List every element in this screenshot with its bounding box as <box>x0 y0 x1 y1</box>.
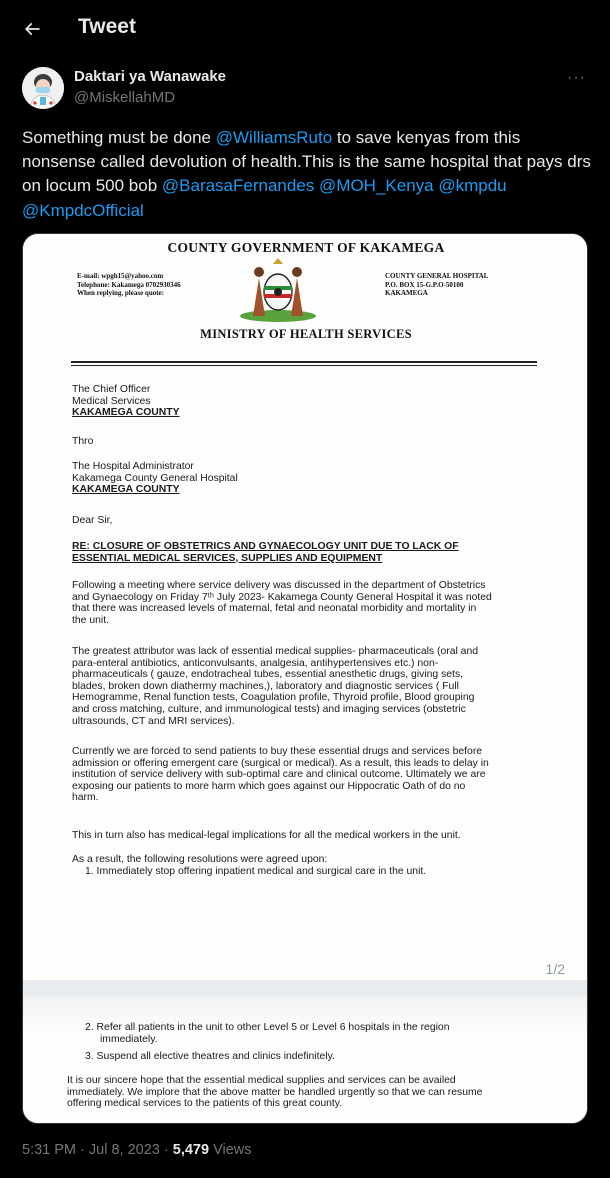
admin-line: Kakamega County General Hospital <box>72 472 238 484</box>
page-separator <box>23 980 588 996</box>
views-count: 5,479 <box>172 1142 210 1158</box>
paragraph-line: blades, broken down diathermy machines,), laboratory and diagnostic services ( Full <box>72 680 459 692</box>
paragraph-line: harm. <box>72 792 99 804</box>
document-paragraph-1 <box>72 580 547 626</box>
document-county-heading: COUNTY GOVERNMENT OF KAKAMEGA <box>167 240 445 255</box>
paragraph-line: Hemogramme, Renal function tests, Coagulation profile, Thyroid profile, Blood grouping <box>72 692 475 704</box>
more-options-icon[interactable]: ··· <box>567 69 586 86</box>
document-paragraph-4: This in turn also has medical-legal implications for all the medical workers in the unit. <box>72 830 461 841</box>
back-arrow-icon[interactable] <box>22 19 42 39</box>
document-divider <box>71 361 537 363</box>
document-subject <box>72 541 547 564</box>
tweet-text <box>22 126 592 223</box>
document-page-1 <box>23 234 588 980</box>
document-admin-block <box>72 461 547 496</box>
document-resolution-3: 3. Suspend all elective theatres and clinics indefinitely. <box>85 1051 335 1062</box>
separator-dot: · <box>163 1142 169 1158</box>
paragraph-line: The greatest attributor was lack of essential medical supplies- pharmaceuticals (oral and <box>72 646 479 657</box>
recipient-line: Medical Services <box>72 395 151 407</box>
mention-link[interactable]: @kmpdu <box>438 176 507 196</box>
subject-line: RE: CLOSURE OF OBSTETRICS AND GYNAECOLOGY UNIT DUE TO LACK OF <box>72 541 459 552</box>
coat-of-arms-icon <box>233 258 323 324</box>
paragraph-line: para-enteral antibiotics, anticonvulsants, analgesia, antihypertensives etc.) non- <box>72 657 439 669</box>
document-hospital-name: COUNTY GENERAL HOSPITAL <box>385 272 489 280</box>
tweet-time[interactable]: 5:31 PM <box>22 1142 76 1158</box>
author-handle[interactable]: @MiskellahMD <box>74 89 176 106</box>
tweet-date[interactable]: Jul 8, 2023 <box>88 1142 160 1158</box>
subject-line: ESSENTIAL MEDICAL SERVICES, SUPPLIES AND EQUIPMENT <box>72 552 383 564</box>
document-paragraph-5: As a result, the following resolutions were agreed upon: <box>72 854 328 865</box>
separator-dot: · <box>80 1142 85 1158</box>
document-divider-thin <box>71 365 537 366</box>
document-email: E-mail: wpgh15@yahoo.com <box>77 272 164 280</box>
tweet-media-document[interactable] <box>22 233 588 1124</box>
paragraph-line: ultrasounds, CT and MRI services). <box>72 715 235 727</box>
resolution-line: immediately. <box>100 1033 158 1045</box>
paragraph-line: pharmaceuticals ( gauze, endotracheal tubes, essential anesthetic drugs, giving sets, <box>72 669 464 681</box>
author-name[interactable]: Daktari ya Wanawake <box>74 68 227 85</box>
paragraph-line: immediately. We implore that the above matter be handled urgently so that we can resume <box>67 1086 483 1098</box>
tweet-text-segment: to save kenyas from this nonsense called devolution of health.This is the same hospital that pays drs on locum 500 bob <box>22 128 591 196</box>
paragraph-line: and cross matching, culture, and immunological tests) and imaging services (obstetric <box>72 703 466 715</box>
resolution-line: 2. Refer all patients in the unit to other Level 5 or Level 6 hospitals in the region <box>85 1022 450 1033</box>
paragraph-line: Following a meeting where service delivery was discussed in the department of Obstetrics <box>72 580 486 591</box>
document-paragraph-3 <box>72 746 547 804</box>
paragraph-line: exposing our patients to more harm which goes against our Hippocratic Oath of do no <box>72 780 466 792</box>
page-title: Tweet <box>78 15 136 38</box>
top-bar <box>0 0 610 58</box>
admin-line: The Hospital Administrator <box>72 461 194 472</box>
document-hospital-address <box>385 272 488 298</box>
paragraph-line: It is our sincere hope that the essential medical supplies and services can be availed <box>67 1075 456 1086</box>
mention-link[interactable]: @BarasaFernandes <box>161 176 315 196</box>
document-page-2 <box>23 996 588 1124</box>
page-indicator: 1/2 <box>545 961 565 977</box>
avatar[interactable] <box>22 67 64 109</box>
document-pobox: P.O. BOX 15-G.P.O-50100 <box>385 280 464 289</box>
document-quote-line: When replying, please quote: <box>77 289 164 297</box>
doctor-avatar-icon <box>22 67 64 109</box>
document-thro: Thro <box>72 436 94 447</box>
paragraph-line: the unit. <box>72 614 109 626</box>
document-contact-block <box>77 272 181 298</box>
document-paragraph-2 <box>72 646 547 727</box>
mention-link[interactable]: @WilliamsRuto <box>215 128 333 147</box>
tweet-text-segment: Something must be done <box>22 128 216 147</box>
views-label: Views <box>213 1142 252 1158</box>
recipient-line: The Chief Officer <box>72 384 151 395</box>
document-resolution-2 <box>85 1022 560 1045</box>
tweet-meta <box>22 1142 252 1158</box>
document-ministry-heading: MINISTRY OF HEALTH SERVICES <box>200 327 412 341</box>
recipient-county: KAKAMEGA COUNTY <box>72 407 180 419</box>
document-telephone: Telephone: Kakamega 0702930346 <box>77 280 181 289</box>
paragraph-line: admission or offering emergent care (surgical or medical). As a result, this leads to delay in <box>72 757 489 769</box>
paragraph-line: that there was increased levels of maternal, fetal and neonatal morbidity and mortality in <box>72 603 477 615</box>
paragraph-line: and Gynaecology on Friday 7ᵗʰ July 2023- Kakamega County General Hospital it was noted <box>72 591 492 603</box>
paragraph-line: offering medical services to the patients of this great county. <box>67 1098 343 1110</box>
document-town: KAKAMEGA <box>385 289 428 297</box>
paragraph-line: institution of service delivery with sub-optimal care and clinical outcome. Ultimately we are <box>72 769 486 781</box>
tweet-author <box>22 67 588 111</box>
mention-link[interactable]: @MOH_Kenya <box>319 176 434 196</box>
document-recipient <box>72 384 547 419</box>
document-resolution-1: 1. Immediately stop offering inpatient medical and surgical care in the unit. <box>85 866 427 877</box>
document-salutation: Dear Sir, <box>72 515 113 526</box>
paragraph-line: Currently we are forced to send patients to buy these essential drugs and services before <box>72 746 483 757</box>
mention-link[interactable]: @KmpdcOfficial <box>22 200 144 220</box>
document-paragraph-6 <box>67 1075 542 1110</box>
admin-county: KAKAMEGA COUNTY <box>72 484 180 496</box>
